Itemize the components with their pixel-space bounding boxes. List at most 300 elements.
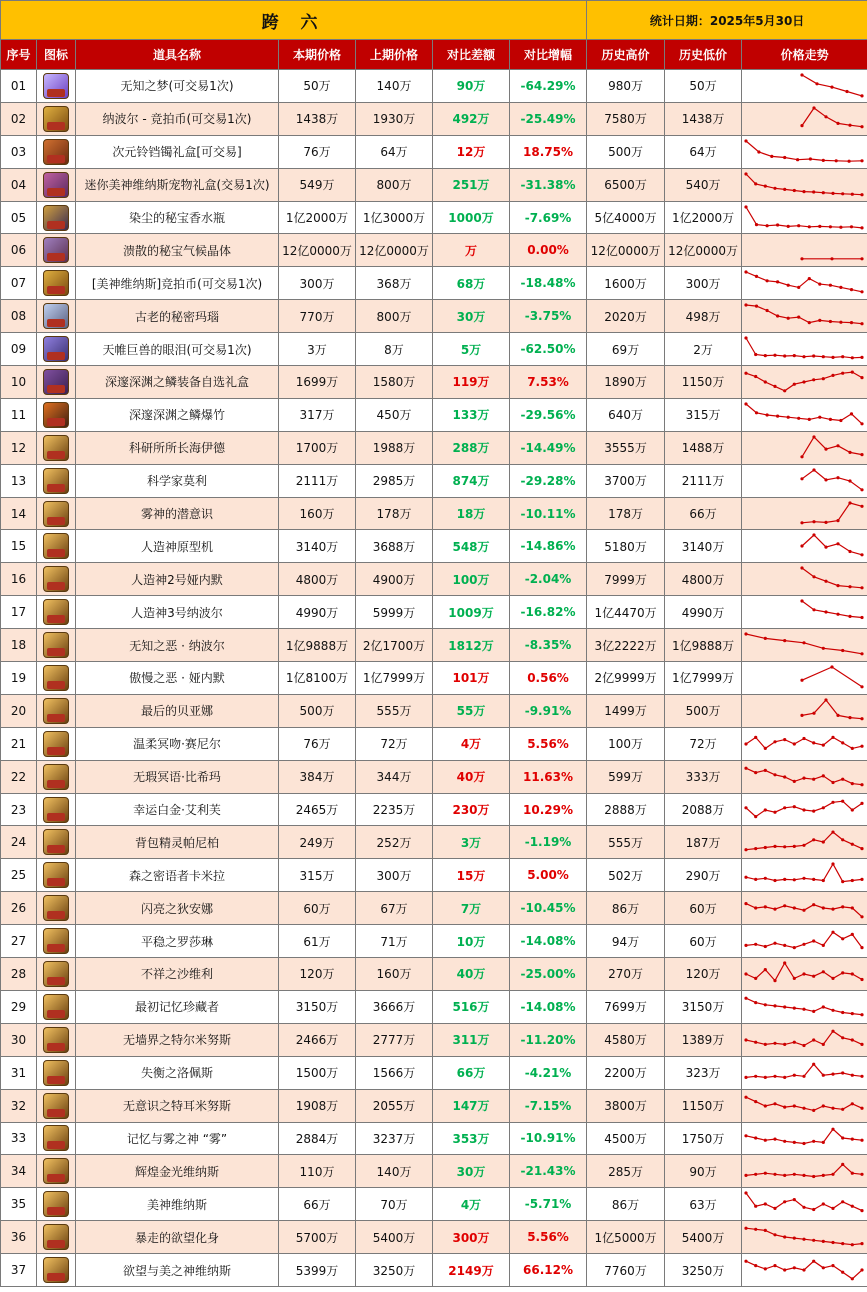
trend-line bbox=[746, 141, 862, 161]
trend-point bbox=[783, 1043, 786, 1046]
trend-point bbox=[812, 575, 815, 578]
trend-point bbox=[850, 288, 853, 291]
trend-point bbox=[812, 975, 815, 978]
item-name: 次元铃铛镯礼盒[可交易] bbox=[76, 135, 279, 168]
col-header-current: 本期价格 bbox=[279, 40, 356, 70]
trend-point bbox=[860, 488, 863, 491]
trend-point bbox=[744, 271, 747, 274]
price-diff: 30万 bbox=[433, 300, 510, 333]
current-price: 549万 bbox=[279, 168, 356, 201]
trend-point bbox=[766, 224, 769, 227]
trend-cell bbox=[742, 1254, 867, 1287]
row-id: 35 bbox=[1, 1188, 37, 1221]
item-name: 科学家莫利 bbox=[76, 464, 279, 497]
trend-point bbox=[812, 741, 815, 744]
trend-point bbox=[851, 1073, 854, 1076]
trend-point bbox=[776, 414, 779, 417]
price-change-pct: -18.48% bbox=[510, 267, 587, 300]
current-price: 3150万 bbox=[279, 990, 356, 1023]
trend-point bbox=[793, 1073, 796, 1076]
current-price: 3140万 bbox=[279, 530, 356, 563]
trend-point bbox=[754, 1228, 757, 1231]
row-id: 28 bbox=[1, 958, 37, 991]
previous-price: 555万 bbox=[356, 694, 433, 727]
trend-point bbox=[764, 1229, 767, 1232]
historical-low: 540万 bbox=[665, 168, 742, 201]
scale-box-icon bbox=[43, 369, 69, 395]
trend-point bbox=[764, 1104, 767, 1107]
trend-point bbox=[860, 193, 863, 196]
historical-low: 60万 bbox=[665, 925, 742, 958]
trend-point bbox=[744, 1095, 747, 1098]
trend-point bbox=[824, 520, 827, 523]
historical-high: 3700万 bbox=[587, 464, 665, 497]
price-change-pct: -14.86% bbox=[510, 530, 587, 563]
previous-price: 70万 bbox=[356, 1188, 433, 1221]
card-icon bbox=[43, 862, 69, 888]
trend-point bbox=[800, 258, 803, 261]
price-change-pct: -29.28% bbox=[510, 464, 587, 497]
trend-point bbox=[831, 736, 834, 739]
current-price: 1700万 bbox=[279, 431, 356, 464]
historical-high: 500万 bbox=[587, 135, 665, 168]
trend-cell bbox=[742, 662, 867, 695]
table-row bbox=[1, 1188, 867, 1221]
trend-point bbox=[744, 1135, 747, 1138]
trend-cell bbox=[742, 694, 867, 727]
trend-point bbox=[764, 184, 767, 187]
row-id: 23 bbox=[1, 793, 37, 826]
item-name: 最后的贝亚娜 bbox=[76, 694, 279, 727]
historical-high: 285万 bbox=[587, 1155, 665, 1188]
trend-point bbox=[764, 1203, 767, 1206]
trend-point bbox=[812, 468, 815, 471]
trend-point bbox=[773, 908, 776, 911]
previous-price: 12亿0000万 bbox=[356, 234, 433, 267]
trend-point bbox=[848, 615, 851, 618]
row-id: 03 bbox=[1, 135, 37, 168]
trend-point bbox=[802, 776, 805, 779]
price-trend-sparkline bbox=[742, 597, 866, 627]
trend-point bbox=[793, 907, 796, 910]
trend-point bbox=[850, 225, 853, 228]
previous-price: 160万 bbox=[356, 958, 433, 991]
historical-low: 4800万 bbox=[665, 563, 742, 596]
trend-point bbox=[797, 224, 800, 227]
trend-point bbox=[841, 1011, 844, 1014]
trend-point bbox=[812, 711, 815, 714]
col-header-pct: 对比增幅 bbox=[510, 40, 587, 70]
trend-point bbox=[860, 744, 863, 747]
trend-cell bbox=[742, 201, 867, 234]
table-row bbox=[1, 563, 867, 596]
price-diff: 1000万 bbox=[433, 201, 510, 234]
price-diff: 5万 bbox=[433, 333, 510, 366]
row-id: 06 bbox=[1, 234, 37, 267]
price-change-pct: -11.20% bbox=[510, 1023, 587, 1056]
trend-point bbox=[773, 979, 776, 982]
current-price: 2465万 bbox=[279, 793, 356, 826]
trend-cell bbox=[742, 793, 867, 826]
trend-point bbox=[793, 779, 796, 782]
historical-high: 178万 bbox=[587, 497, 665, 530]
trend-point bbox=[793, 879, 796, 882]
previous-price: 2055万 bbox=[356, 1089, 433, 1122]
table-row bbox=[1, 267, 867, 300]
trend-point bbox=[860, 586, 863, 589]
trend-cell bbox=[742, 267, 867, 300]
trend-point bbox=[787, 317, 790, 320]
previous-price: 3237万 bbox=[356, 1122, 433, 1155]
price-diff: 101万 bbox=[433, 662, 510, 695]
item-name: 纳波尔 - 竞拍币(可交易1次) bbox=[76, 102, 279, 135]
table-row bbox=[1, 1254, 867, 1287]
trend-point bbox=[831, 931, 834, 934]
card-icon bbox=[43, 632, 69, 658]
previous-price: 2235万 bbox=[356, 793, 433, 826]
item-name: 幸运白金·艾利芙 bbox=[76, 793, 279, 826]
trend-point bbox=[787, 415, 790, 418]
price-change-pct: -5.71% bbox=[510, 1188, 587, 1221]
card-icon bbox=[43, 1125, 69, 1151]
item-name: 不祥之沙维利 bbox=[76, 958, 279, 991]
trend-point bbox=[850, 321, 853, 324]
trend-point bbox=[773, 354, 776, 357]
trend-point bbox=[800, 567, 803, 570]
trend-point bbox=[783, 878, 786, 881]
trend-line bbox=[746, 1228, 862, 1245]
price-trend-sparkline bbox=[742, 137, 866, 167]
historical-low: 2088万 bbox=[665, 793, 742, 826]
trend-point bbox=[755, 305, 758, 308]
trend-point bbox=[773, 1041, 776, 1044]
price-change-pct: -8.35% bbox=[510, 629, 587, 662]
price-diff: 133万 bbox=[433, 398, 510, 431]
trend-point bbox=[822, 1005, 825, 1008]
pet-box-icon bbox=[43, 172, 69, 198]
trend-point bbox=[744, 996, 747, 999]
trend-point bbox=[841, 1200, 844, 1203]
trend-point bbox=[744, 1192, 747, 1195]
trend-point bbox=[783, 639, 786, 642]
price-change-pct: -16.82% bbox=[510, 596, 587, 629]
coin-icon bbox=[43, 106, 69, 132]
historical-low: 72万 bbox=[665, 727, 742, 760]
item-name: 傲慢之恶 · 娅内默 bbox=[76, 662, 279, 695]
trend-point bbox=[744, 336, 747, 339]
trend-point bbox=[773, 740, 776, 743]
trend-point bbox=[744, 304, 747, 307]
trend-point bbox=[829, 225, 832, 228]
historical-high: 3555万 bbox=[587, 431, 665, 464]
previous-price: 450万 bbox=[356, 398, 433, 431]
trend-line bbox=[746, 768, 862, 785]
price-diff: 66万 bbox=[433, 1056, 510, 1089]
previous-price: 1930万 bbox=[356, 102, 433, 135]
coin-icon bbox=[43, 270, 69, 296]
trend-point bbox=[783, 187, 786, 190]
historical-low: 1亿9888万 bbox=[665, 629, 742, 662]
item-name: 深邃深渊之鳞装备自选礼盒 bbox=[76, 366, 279, 399]
historical-low: 120万 bbox=[665, 958, 742, 991]
previous-price: 71万 bbox=[356, 925, 433, 958]
trend-point bbox=[764, 877, 767, 880]
trend-point bbox=[764, 906, 767, 909]
card-icon bbox=[43, 698, 69, 724]
row-id: 31 bbox=[1, 1056, 37, 1089]
trend-point bbox=[793, 1266, 796, 1269]
trend-point bbox=[860, 1268, 863, 1271]
trend-point bbox=[793, 805, 796, 808]
trend-point bbox=[800, 679, 803, 682]
item-name: 最初记忆珍藏者 bbox=[76, 990, 279, 1023]
trend-point bbox=[812, 1108, 815, 1111]
trend-point bbox=[754, 1205, 757, 1208]
trend-point bbox=[812, 1010, 815, 1013]
historical-high: 599万 bbox=[587, 760, 665, 793]
item-name: 记忆与雾之神 “雾” bbox=[76, 1122, 279, 1155]
item-name: 人造神原型机 bbox=[76, 530, 279, 563]
price-change-pct: -25.00% bbox=[510, 958, 587, 991]
trend-point bbox=[773, 186, 776, 189]
historical-low: 1438万 bbox=[665, 102, 742, 135]
item-name: 失衡之洛佩斯 bbox=[76, 1056, 279, 1089]
historical-low: 1488万 bbox=[665, 431, 742, 464]
row-id: 01 bbox=[1, 70, 37, 103]
trend-point bbox=[841, 741, 844, 744]
trend-point bbox=[851, 747, 854, 750]
trend-line bbox=[802, 437, 862, 457]
historical-low: 333万 bbox=[665, 760, 742, 793]
current-price: 76万 bbox=[279, 727, 356, 760]
current-price: 12亿0000万 bbox=[279, 234, 356, 267]
trend-point bbox=[802, 1174, 805, 1177]
trend-point bbox=[744, 849, 747, 852]
price-trend-sparkline bbox=[742, 466, 866, 496]
price-trend-sparkline bbox=[742, 893, 866, 923]
trend-point bbox=[860, 226, 863, 229]
trend-point bbox=[831, 356, 834, 359]
table-row bbox=[1, 497, 867, 530]
trend-point bbox=[812, 878, 815, 881]
trend-point bbox=[744, 742, 747, 745]
trend-point bbox=[836, 613, 839, 616]
trend-point bbox=[783, 1075, 786, 1078]
trend-point bbox=[860, 159, 863, 162]
trend-point bbox=[860, 652, 863, 655]
trend-cell bbox=[742, 1089, 867, 1122]
trend-point bbox=[812, 106, 815, 109]
trend-point bbox=[841, 1107, 844, 1110]
historical-high: 7699万 bbox=[587, 990, 665, 1023]
trend-point bbox=[851, 192, 854, 195]
col-header-low: 历史低价 bbox=[665, 40, 742, 70]
table-row bbox=[1, 662, 867, 695]
trend-point bbox=[824, 546, 827, 549]
trend-point bbox=[824, 580, 827, 583]
trend-point bbox=[860, 685, 863, 688]
price-diff: 516万 bbox=[433, 990, 510, 1023]
trend-point bbox=[744, 1038, 747, 1041]
row-id: 09 bbox=[1, 333, 37, 366]
trend-point bbox=[851, 1102, 854, 1105]
table-row bbox=[1, 826, 867, 859]
trend-point bbox=[744, 205, 747, 208]
price-diff: 100万 bbox=[433, 563, 510, 596]
trend-point bbox=[831, 908, 834, 911]
trend-point bbox=[797, 316, 800, 319]
trend-line bbox=[802, 108, 862, 127]
trend-point bbox=[793, 383, 796, 386]
trend-point bbox=[831, 1264, 834, 1267]
trend-point bbox=[812, 534, 815, 537]
price-change-pct: -31.38% bbox=[510, 168, 587, 201]
trend-point bbox=[802, 355, 805, 358]
table-row bbox=[1, 925, 867, 958]
row-id: 27 bbox=[1, 925, 37, 958]
item-name: 美神维纳斯 bbox=[76, 1188, 279, 1221]
trend-point bbox=[822, 377, 825, 380]
historical-low: 1亿2000万 bbox=[665, 201, 742, 234]
trend-cell bbox=[742, 990, 867, 1023]
trend-point bbox=[744, 876, 747, 879]
trend-point bbox=[757, 150, 760, 153]
trend-point bbox=[841, 906, 844, 909]
trend-point bbox=[754, 375, 757, 378]
trend-point bbox=[793, 1198, 796, 1201]
trend-cell bbox=[742, 135, 867, 168]
price-diff: 万 bbox=[433, 234, 510, 267]
price-diff: 18万 bbox=[433, 497, 510, 530]
trend-line bbox=[802, 601, 862, 618]
trend-point bbox=[783, 1105, 786, 1108]
current-price: 315万 bbox=[279, 859, 356, 892]
trend-point bbox=[831, 831, 834, 834]
trend-point bbox=[848, 123, 851, 126]
trend-point bbox=[839, 321, 842, 324]
trend-point bbox=[812, 190, 815, 193]
previous-price: 140万 bbox=[356, 70, 433, 103]
trend-point bbox=[822, 355, 825, 358]
current-price: 1亿2000万 bbox=[279, 201, 356, 234]
trend-point bbox=[764, 637, 767, 640]
item-name: 人造神2号娅内默 bbox=[76, 563, 279, 596]
trend-point bbox=[831, 781, 834, 784]
row-id: 16 bbox=[1, 563, 37, 596]
trend-point bbox=[773, 385, 776, 388]
card-icon bbox=[43, 665, 69, 691]
trend-cell bbox=[742, 398, 867, 431]
trend-point bbox=[783, 1200, 786, 1203]
trend-point bbox=[860, 94, 863, 97]
current-price: 1908万 bbox=[279, 1089, 356, 1122]
price-diff: 874万 bbox=[433, 464, 510, 497]
trend-point bbox=[783, 156, 786, 159]
trend-point bbox=[783, 738, 786, 741]
col-header-id: 序号 bbox=[1, 40, 37, 70]
trend-point bbox=[802, 1044, 805, 1047]
historical-low: 1150万 bbox=[665, 366, 742, 399]
trend-point bbox=[764, 1003, 767, 1006]
trend-point bbox=[835, 159, 838, 162]
previous-price: 3250万 bbox=[356, 1254, 433, 1287]
previous-price: 1亿3000万 bbox=[356, 201, 433, 234]
trend-point bbox=[848, 479, 851, 482]
price-trend-sparkline bbox=[742, 334, 866, 364]
trend-point bbox=[860, 554, 863, 557]
item-name: 迷你美神维纳斯宠物礼盒(交易1次) bbox=[76, 168, 279, 201]
price-diff: 1812万 bbox=[433, 629, 510, 662]
current-price: 2466万 bbox=[279, 1023, 356, 1056]
trend-point bbox=[831, 977, 834, 980]
trend-point bbox=[802, 1206, 805, 1209]
trend-point bbox=[831, 1173, 834, 1176]
trend-point bbox=[744, 372, 747, 375]
trend-line bbox=[802, 568, 862, 588]
row-id: 26 bbox=[1, 892, 37, 925]
table-row bbox=[1, 431, 867, 464]
previous-price: 800万 bbox=[356, 300, 433, 333]
firecracker-icon bbox=[43, 402, 69, 428]
trend-point bbox=[841, 777, 844, 780]
trend-point bbox=[831, 1072, 834, 1075]
trend-cell bbox=[742, 1155, 867, 1188]
price-diff: 230万 bbox=[433, 793, 510, 826]
trend-point bbox=[800, 477, 803, 480]
trend-point bbox=[860, 258, 863, 261]
trend-point bbox=[822, 743, 825, 746]
trend-cell bbox=[742, 300, 867, 333]
item-name: 温柔冥吻·赛尼尔 bbox=[76, 727, 279, 760]
trend-point bbox=[822, 879, 825, 882]
trend-cell bbox=[742, 925, 867, 958]
trend-point bbox=[796, 158, 799, 161]
previous-price: 300万 bbox=[356, 859, 433, 892]
trend-cell bbox=[742, 168, 867, 201]
trend-point bbox=[754, 1173, 757, 1176]
trend-point bbox=[851, 907, 854, 910]
current-price: 5700万 bbox=[279, 1221, 356, 1254]
trend-point bbox=[764, 846, 767, 849]
item-name: 深邃深渊之鳞爆竹 bbox=[76, 398, 279, 431]
trend-point bbox=[802, 1007, 805, 1010]
trend-point bbox=[831, 1106, 834, 1109]
table-row bbox=[1, 1221, 867, 1254]
col-header-high: 历史高价 bbox=[587, 40, 665, 70]
price-trend-sparkline bbox=[742, 1222, 866, 1252]
historical-low: 1389万 bbox=[665, 1023, 742, 1056]
card-icon bbox=[43, 961, 69, 987]
trend-point bbox=[754, 1264, 757, 1267]
current-price: 3万 bbox=[279, 333, 356, 366]
row-id: 18 bbox=[1, 629, 37, 662]
historical-high: 4580万 bbox=[587, 1023, 665, 1056]
price-change-pct: -29.56% bbox=[510, 398, 587, 431]
trend-point bbox=[830, 85, 833, 88]
item-name: 无意识之特耳米努斯 bbox=[76, 1089, 279, 1122]
previous-price: 1566万 bbox=[356, 1056, 433, 1089]
trend-point bbox=[860, 783, 863, 786]
trend-point bbox=[822, 159, 825, 162]
trend-point bbox=[755, 275, 758, 278]
historical-low: 323万 bbox=[665, 1056, 742, 1089]
trend-point bbox=[793, 1104, 796, 1107]
card-icon bbox=[43, 1027, 69, 1053]
historical-high: 3亿2222万 bbox=[587, 629, 665, 662]
trend-cell bbox=[742, 497, 867, 530]
trend-point bbox=[744, 1174, 747, 1177]
trend-point bbox=[764, 354, 767, 357]
